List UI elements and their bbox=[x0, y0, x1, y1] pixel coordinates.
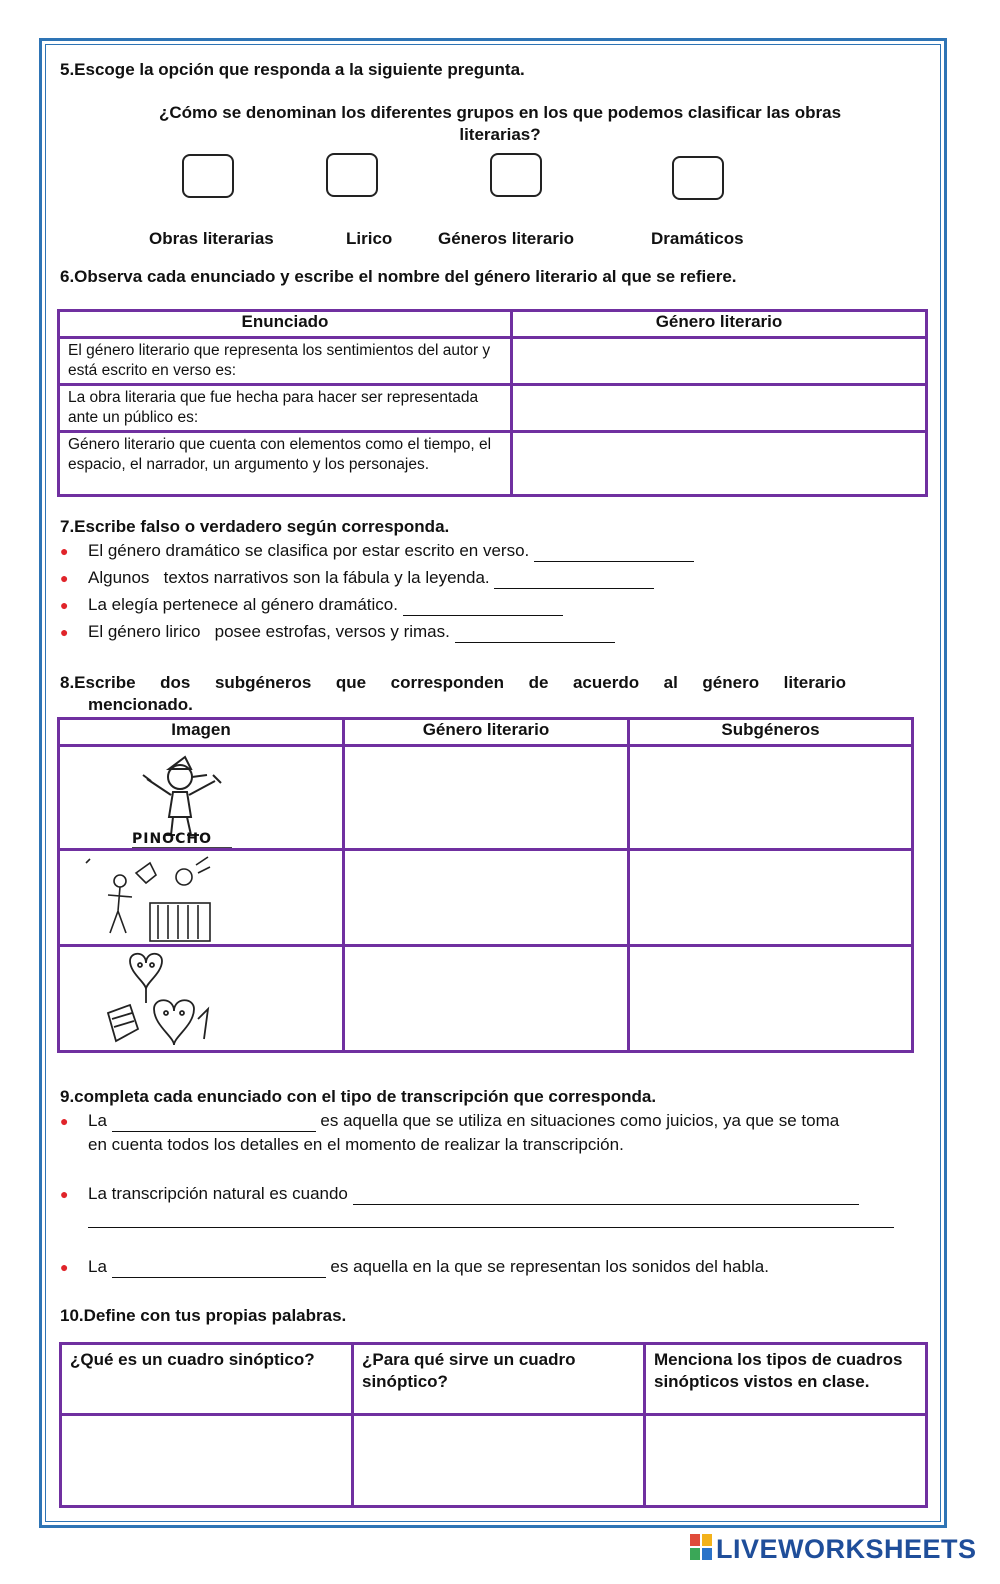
q5-question-line2: literarias? bbox=[459, 125, 541, 144]
q8-answer-subgeneros[interactable] bbox=[629, 850, 913, 946]
q5-question-line1: ¿Cómo se denominan los diferentes grupos en los que podemos clasificar las obras bbox=[158, 103, 842, 122]
q7-title: 7.Escribe falso o verdadero según corresponda. bbox=[60, 517, 450, 536]
q9-item bbox=[60, 1184, 859, 1205]
q6-header-genero: Género literario bbox=[512, 311, 927, 338]
bullet-icon: ● bbox=[60, 1259, 69, 1275]
bullet-icon: ● bbox=[60, 570, 69, 586]
q10-answer-cell[interactable] bbox=[353, 1415, 645, 1507]
q9-item bbox=[60, 1257, 769, 1278]
q5-title: 5.Escoge la opción que responda a la siguiente pregunta. bbox=[60, 60, 525, 79]
bullet-icon: ● bbox=[60, 1113, 69, 1129]
q10-answer-cell[interactable] bbox=[61, 1415, 353, 1507]
q10-header: ¿Qué es un cuadro sinóptico? bbox=[61, 1344, 353, 1415]
q5-option-label: Obras literarias bbox=[149, 229, 274, 248]
bullet-icon: ● bbox=[60, 543, 69, 559]
q6-title: 6.Observa cada enunciado y escribe el nombre del género literario al que se refiere. bbox=[60, 267, 737, 286]
bullet-icon: ● bbox=[60, 1186, 69, 1202]
q7-answer-blank[interactable] bbox=[534, 541, 694, 562]
liveworksheets-logo-icon bbox=[690, 1533, 714, 1563]
liveworksheets-brand: LIVEWORKSHEETS bbox=[716, 1534, 977, 1564]
q8-image-cell bbox=[59, 746, 344, 850]
q9-item3-start: La bbox=[88, 1257, 107, 1276]
q6-header-enunciado: Enunciado bbox=[59, 311, 512, 338]
q8-header-subgeneros: Subgéneros bbox=[629, 719, 913, 746]
q9-answer-blank[interactable] bbox=[353, 1184, 859, 1205]
q8-title-line2: mencionado. bbox=[88, 695, 193, 714]
hearts-image bbox=[100, 949, 230, 1049]
pinocchio-caption: PINOCHO bbox=[132, 831, 232, 848]
q10-header: ¿Para qué sirve un cuadro sinóptico? bbox=[353, 1344, 645, 1415]
q7-item-text: El género dramático se clasifica por estar escrito en verso. bbox=[88, 541, 530, 560]
q6-answer-cell[interactable] bbox=[512, 338, 927, 385]
q5-option-label: Lirico bbox=[346, 229, 393, 248]
q9-item1-end: es aquella que se utiliza en situaciones como juicios, ya que se toma bbox=[320, 1111, 840, 1130]
q10-title: 10.Define con tus propias palabras. bbox=[60, 1306, 347, 1325]
q5-checkbox-obras-literarias[interactable] bbox=[182, 154, 234, 198]
q5-option-label: Dramáticos bbox=[651, 229, 744, 248]
q9-item1-start: La bbox=[88, 1111, 107, 1130]
q7-item bbox=[60, 541, 694, 562]
q8-answer-subgeneros[interactable] bbox=[629, 746, 913, 850]
q9-answer-blank[interactable] bbox=[112, 1111, 316, 1132]
theater-image bbox=[80, 853, 220, 945]
bullet-icon: ● bbox=[60, 597, 69, 613]
q8-image-cell bbox=[59, 850, 344, 946]
q9-answer-blank-line2[interactable] bbox=[88, 1207, 894, 1228]
q9-title: 9.completa cada enunciado con el tipo de transcripción que corresponda. bbox=[60, 1087, 657, 1106]
q8-answer-genero[interactable] bbox=[344, 946, 629, 1052]
q8-answer-genero[interactable] bbox=[344, 850, 629, 946]
q9-item bbox=[60, 1111, 839, 1132]
q6-statement: La obra literaria que fue hecha para hacer ser representada ante un público es: bbox=[59, 385, 512, 432]
q10-header: Menciona los tipos de cuadros sinópticos vistos en clase. bbox=[645, 1344, 927, 1415]
q8-answer-genero[interactable] bbox=[344, 746, 629, 850]
q8-image-cell bbox=[59, 946, 344, 1052]
q7-item-text: La elegía pertenece al género dramático. bbox=[88, 595, 398, 614]
q9-answer-blank[interactable] bbox=[112, 1257, 326, 1278]
q7-answer-blank[interactable] bbox=[403, 595, 563, 616]
q5-checkbox-lirico[interactable] bbox=[326, 153, 378, 197]
q7-item-text: El género lirico posee estrofas, versos y rimas. bbox=[88, 622, 450, 641]
q9-item3-end: es aquella en la que se representan los sonidos del habla. bbox=[330, 1257, 769, 1276]
q5-checkbox-dramaticos[interactable] bbox=[672, 156, 724, 200]
q9-item1-continuation: en cuenta todos los detalles en el momento de realizar la transcripción. bbox=[88, 1135, 624, 1154]
q9-item2-text: La transcripción natural es cuando bbox=[88, 1184, 348, 1203]
q5-option-label: Géneros literario bbox=[438, 229, 575, 248]
q7-answer-blank[interactable] bbox=[494, 568, 654, 589]
q5-checkbox-generos-literario[interactable] bbox=[490, 153, 542, 197]
q8-title-line1: 8.Escribe dos subgéneros que corresponden de acuerdo al género literario bbox=[60, 673, 846, 692]
q7-item-text: Algunos textos narrativos son la fábula y la leyenda. bbox=[88, 568, 490, 587]
q10-table bbox=[59, 1342, 928, 1508]
bullet-icon: ● bbox=[60, 624, 69, 640]
q6-statement: El género literario que representa los sentimientos del autor y está escrito en verso es: bbox=[59, 338, 512, 385]
q6-statement: Género literario que cuenta con elementos como el tiempo, el espacio, el narrador, un argumento y los personajes. bbox=[59, 432, 512, 496]
q7-item bbox=[60, 622, 615, 643]
q8-answer-subgeneros[interactable] bbox=[629, 946, 913, 1052]
q8-header-imagen: Imagen bbox=[59, 719, 344, 746]
q6-table bbox=[57, 309, 928, 497]
q8-table bbox=[57, 717, 914, 1053]
q10-answer-cell[interactable] bbox=[645, 1415, 927, 1507]
q7-item bbox=[60, 595, 563, 616]
q8-header-genero: Género literario bbox=[344, 719, 629, 746]
q7-answer-blank[interactable] bbox=[455, 622, 615, 643]
q6-answer-cell[interactable] bbox=[512, 385, 927, 432]
q6-answer-cell[interactable] bbox=[512, 432, 927, 496]
q7-item bbox=[60, 568, 654, 589]
